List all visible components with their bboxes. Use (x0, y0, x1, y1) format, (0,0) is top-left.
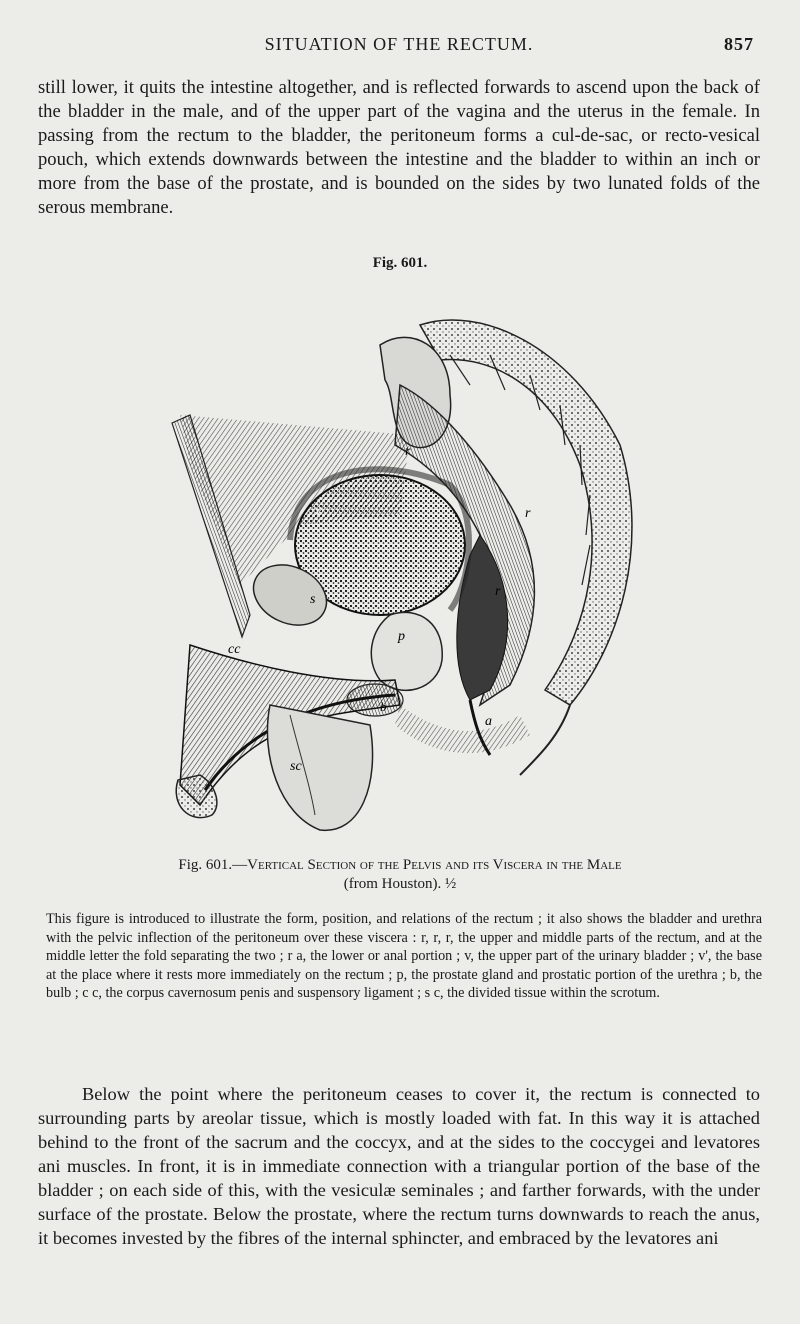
label-s: s (310, 592, 316, 607)
coccyx (520, 705, 570, 775)
figure-label: Fig. 601. (372, 255, 428, 271)
label-r3: r (495, 584, 501, 599)
prostate (371, 612, 442, 690)
label-b: b (380, 699, 387, 714)
body-paragraph-top: still lower, it quits the intestine altogether, and is reflected forwards to ascend upon the back of the bladder in the male, and of the upper part of the vagina and the uterus in the female. In passing from the rectum to the bladder, the peritoneum forms a cul-de-sac, or recto-vesical pouch, which extends downwards between the intestine and the bladder to within an inch or more from the base of the prostate, and is bounded on the sides by two lunated folds of the serous membrane. (38, 77, 760, 218)
running-head-title: SITUATION OF THE RECTUM. (264, 34, 534, 54)
label-r1: r (405, 444, 411, 459)
page-number: 857 (724, 34, 754, 54)
running-head (38, 34, 760, 60)
caption-source: (from Houston). (343, 876, 442, 892)
body-paragraph-bottom: Below the point where the peritoneum ceases to cover it, the rectum is connected to surrounding parts by areolar tissue, which is mostly loaded with fat. In this way it is attached behind to the front of the sacrum and the coccyx, and at the sides to the coccygei and levatores ani muscles. In front, it is in immediate connection with a triangular portion of the base of the bladder ; on each side of this, with the vesiculæ seminales ; and farther forwards, with the under surface of the prostate. Below the prostate, where the rectum turns downwards to reach the anus, it becomes invested by the fibres of the internal sphincter, and embraced by the levatores ani (38, 1084, 760, 1248)
label-r2: r (525, 506, 531, 521)
label-cc: cc (228, 642, 241, 657)
label-a: a (485, 714, 492, 729)
label-v-prime: v' (430, 574, 440, 589)
figure-caption-body: This figure is introduced to illustrate the form, position, and relations of the rectum ; it also shows the bladder and urethra with the pelvic inflection of the peritoneum over these viscera : r, r, r, the upper and middle parts of the rectum, and at the middle letter the fold separating the two ; r a, the lower or anal portion ; v, the upper part of the urinary bladder ; v', the base at the place where it rests more immediately on the rectum ; p, the prostate gland and prostatic portion of the urethra ; b, the bulb ; c c, the corpus cavernosum penis and suspensory ligament ; s c, the divided tissue within the scrotum. (46, 911, 762, 1002)
label-sc: sc (290, 759, 302, 774)
caption-title-text: Vertical Section of the Pelvis and its Viscera in the Male (247, 857, 622, 873)
caption-prefix: Fig. 601.— (178, 857, 248, 873)
figure-caption-title (60, 856, 740, 894)
scrotum (267, 705, 372, 830)
caption-scale: ½ (445, 876, 457, 892)
pelvis-section-illustration (150, 285, 660, 840)
label-p: p (398, 629, 405, 644)
label-v: v (315, 503, 322, 519)
perineal-floor (395, 705, 530, 753)
